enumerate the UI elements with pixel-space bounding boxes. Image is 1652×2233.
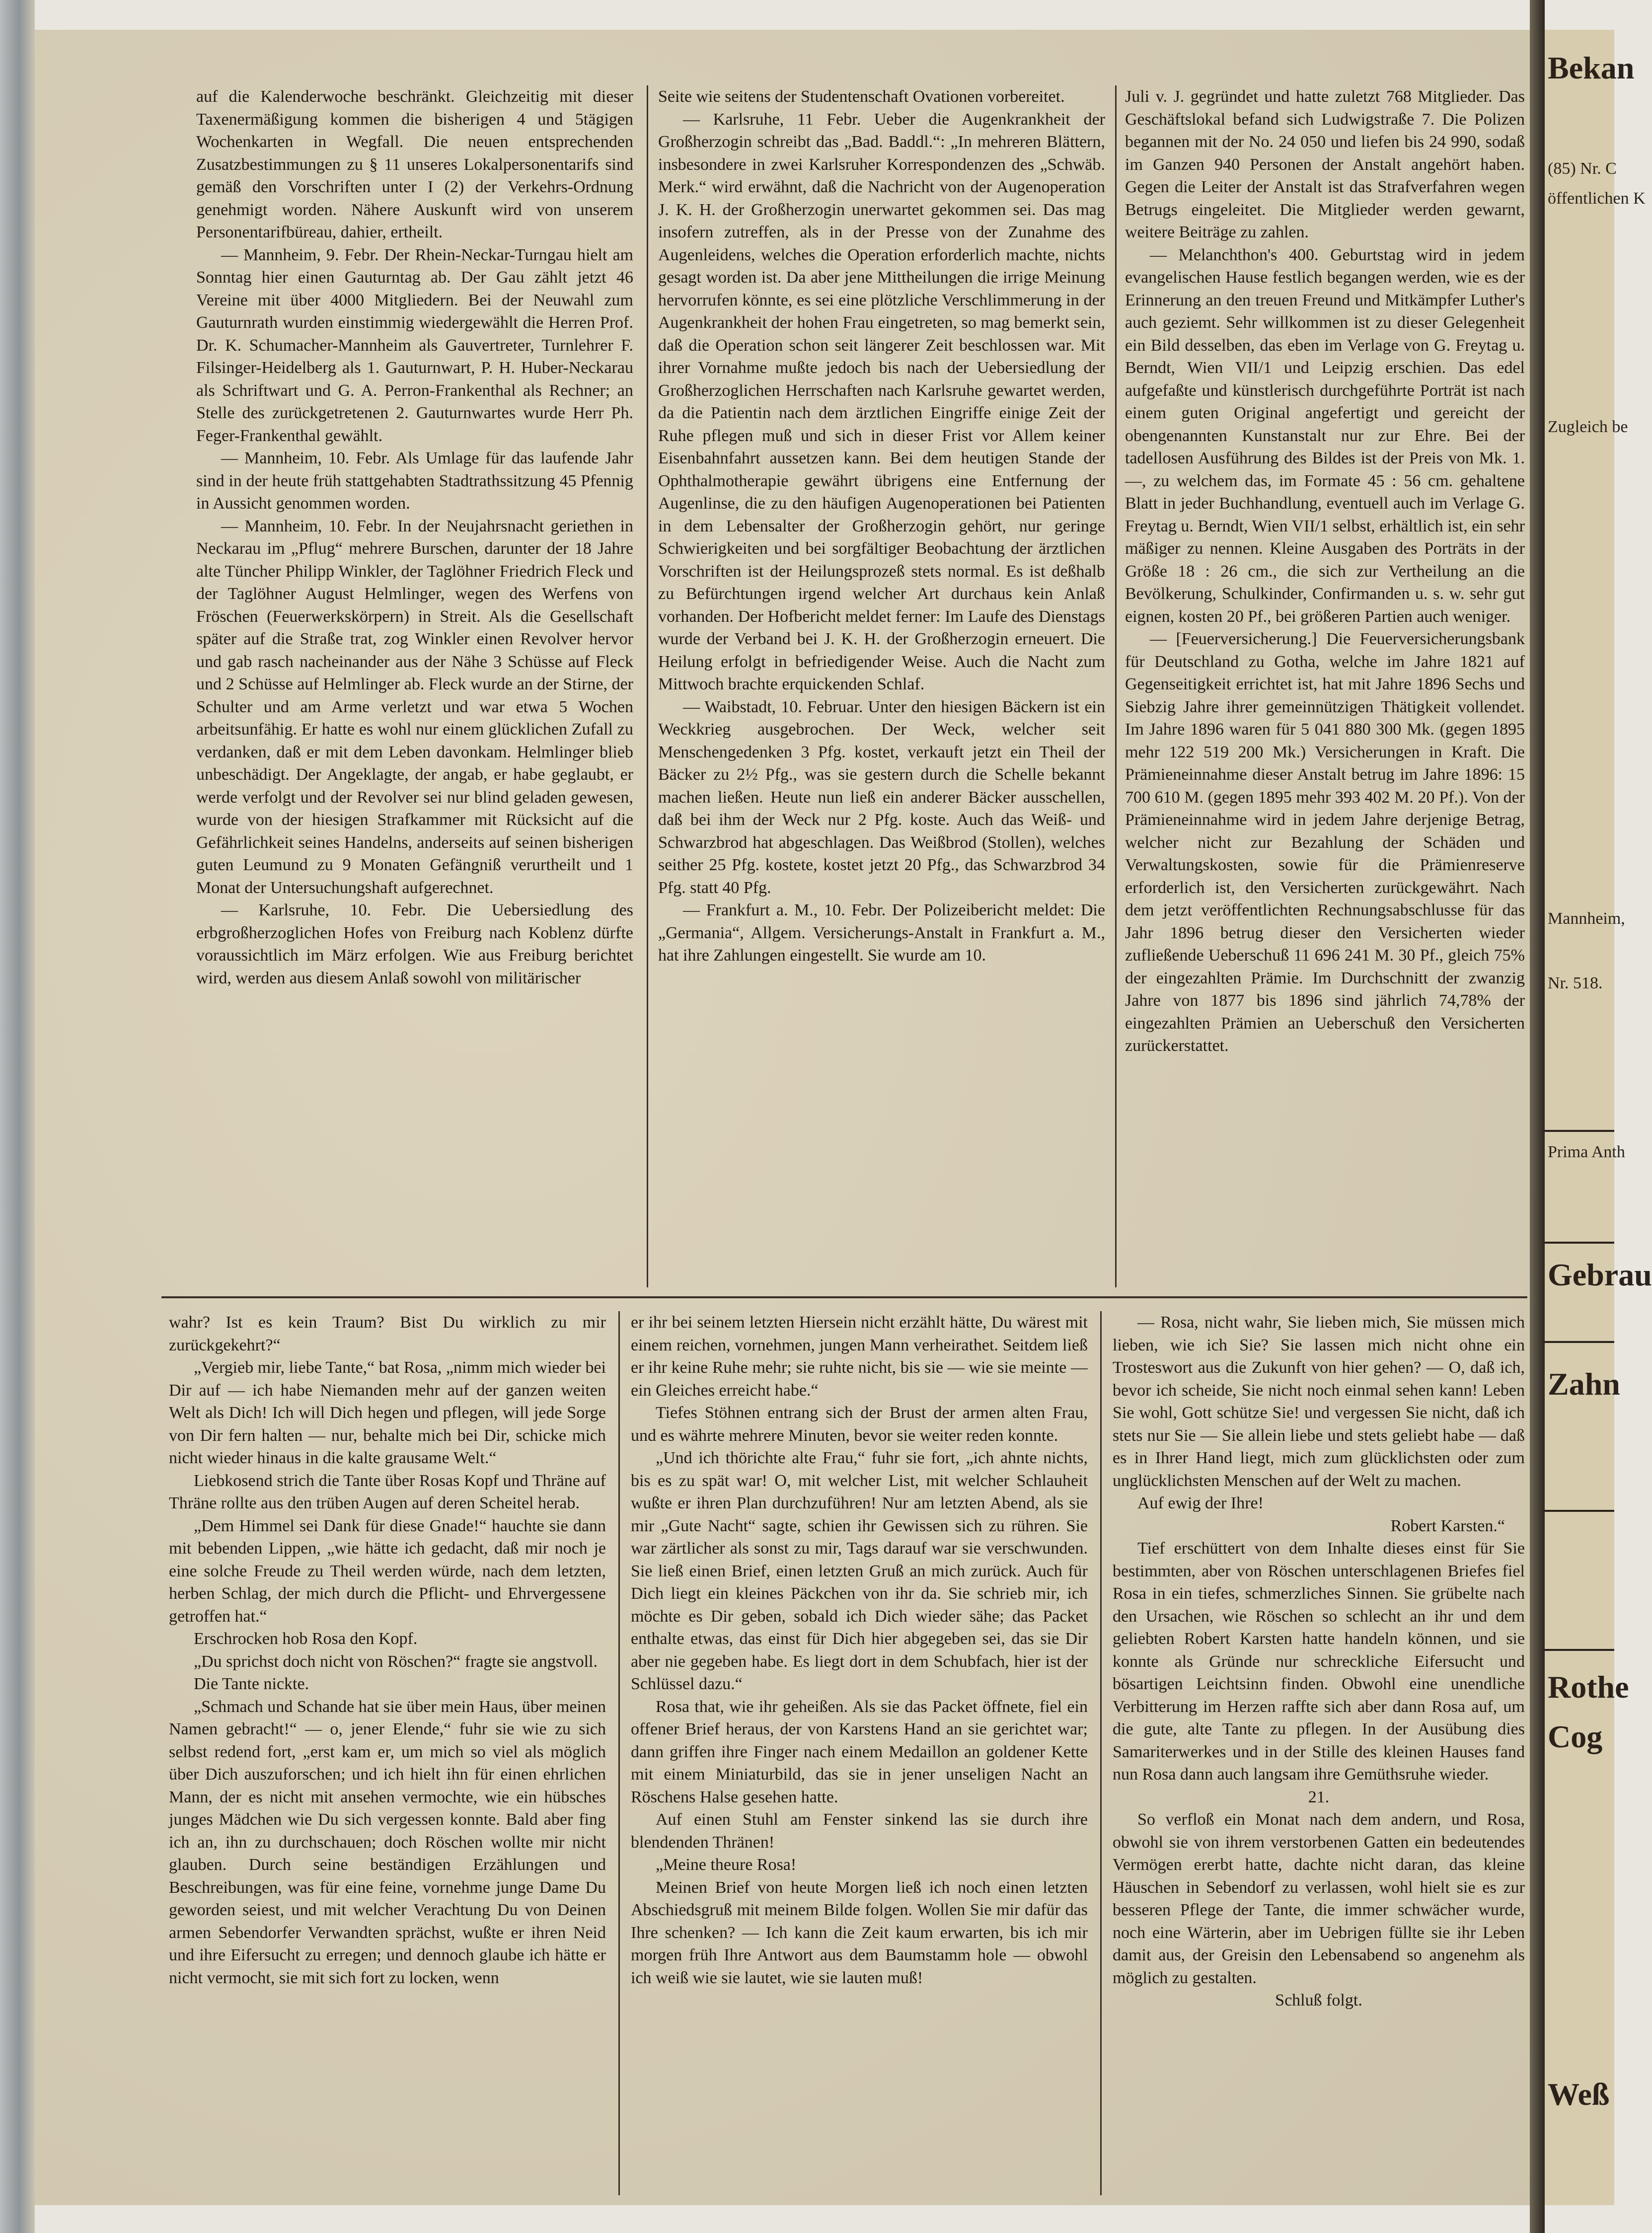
story-paragraph: Die Tante nickte. — [194, 1675, 309, 1693]
story-paragraph: Meinen Brief von heute Morgen ließ ich noch einen letzten Abschiedsgruß mit meinem Bilde folgen. Wollen Sie mir dafür das Ihre schenken? — Ich kann die Zeit kaum erwarten, bis ich mir morgen früh Ihre Antwort aus dem Baumstamm hole — obwohl ich weiß wie sie lautet, wie sie lauten muß! — [631, 1878, 1088, 1987]
story-paragraph: „Dem Himmel sei Dank für diese Gnade!“ hauchte sie dann mit bebenden Lippen, „wie hätte ich gedacht, daß mir noch je eine solche Freude zu Theil werden würde, nach dem letzten, herben Schlag, der mich durch die Pflicht- und Ehrvergessene getroffen hat.“ — [169, 1516, 606, 1626]
feuilleton-rule — [161, 1296, 1527, 1298]
story-paragraph: 21. — [1308, 1787, 1330, 1806]
story-paragraph: Liebkosend strich die Tante über Rosas Kopf und Thräne auf Thräne rollte aus den trüben Augen auf deren Scheitel herab. — [169, 1471, 606, 1512]
news-paragraph: Juli v. J. gegründet und hatte zuletzt 768 Mitglieder. Das Geschäftslokal befand sich Ludwigstraße 7. Die Polizen begannen mit der No. 24 050 und liefen bis 24 990, sodaß im Ganzen 940 Personen der Anstalt angehört haben. Gegen die Leiter der Anstalt ist das Strafverfahren wegen Betrugs eingeleitet. Die Mitglieder werden gewarnt, weitere Beiträge zu zahlen. — [1125, 87, 1525, 241]
story-column-2 — [631, 1311, 1088, 2195]
story-paragraph: Robert Karsten.“ — [1390, 1516, 1505, 1535]
story-paragraph: Auf ewig der Ihre! — [1137, 1494, 1264, 1512]
adjacent-page-fragment: Nr. 518. — [1548, 974, 1603, 992]
story-paragraph: „Und ich thörichte alte Frau,“ fuhr sie fort, „ich ahnte nichts, bis es zu spät war! O, mit welcher List, mit welcher Schlauheit wußte er ihren Plan durchzuführen! Nur am letzten Abend, als sie mir „Gute Nacht“ sagte, schien ihr Gewissen sich zu rühren. Sie war zärtlicher als sonst zu mir, Tags darauf war sie verschwunden. Sie ließ einen Brief, einen letzten Gruß an mich zurück. Auch für Dich liegt ein kleines Päckchen von ihr da. Sie schrieb mir, ich möchte es Dir geben, sobald ich Dich wieder sähe; das Packet enthalte etwas, das einst für Dich hier abgegeben sei, das sie Dir aber nie gegeben habe. Es liegt dort in dem Schubfach, hier ist der Schlüssel dazu.“ — [631, 1449, 1088, 1693]
news-paragraph: — Frankfurt a. M., 10. Febr. Der Polizeibericht meldet: Die „Germania“, Allgem. Versicherungs-Anstalt in Frankfurt a. M., hat ihre Zahlungen eingestellt. Sie wurde am 10. — [658, 901, 1105, 965]
story-paragraph: Rosa that, wie ihr geheißen. Als sie das Packet öffnete, fiel ein offener Brief heraus, der von Karstens Hand an sie gerichtet war; dann griffen ihre Finger nach einem Medaillon an goldener Kette mit einem Miniaturbild, das sie in jener unseligen Nacht an Röschens Halse gesehen hatte. — [631, 1697, 1088, 1806]
news-paragraph: — Mannheim, 10. Febr. In der Neujahrsnacht geriethen in Neckarau im „Pflug“ mehrere Burschen, darunter der 18 Jahre alte Tüncher Philipp Winkler, der Taglöhner Friedrich Fleck und der Taglöhner August Helmlinger, wegen des Werfens von Fröschen (Feuerwerkskörpern) in Streit. Als die Gesellschaft später auf die Straße trat, zog Winkler einen Revolver hervor und gab rasch nacheinander aus der Nähe 3 Schüsse auf Fleck und 2 Schüsse auf Helmlinger ab. Fleck wurde an der Stirne, der Schulter und am Arme verletzt und war etwa 5 Wochen arbeitsunfähig. Er hatte es wohl nur einem glücklichen Zufall zu verdanken, daß er mit dem Leben davonkam. Helmlinger blieb unbeschädigt. Der Angeklagte, der angab, er habe geglaubt, er werde verfolgt und der Revolver sei nur blind geladen gewesen, wurde von der hiesigen Strafkammer mit Rücksicht auf die Gefährlichkeit seines Handelns, anderseits auf seinen bisherigen guten Leumund zu 9 Monaten Gefängniß verurtheilt und 1 Monat der Untersuchungshaft aufgerechnet. — [196, 517, 633, 897]
news-paragraph: — Melanchthon's 400. Geburtstag wird in jedem evangelischen Hause festlich begangen werden, wie es der Erinnerung an den treuen Freund und Mitkämpfer Luther's auch geziemt. Sehr willkommen ist zu dieser Gelegenheit ein Bild desselben, das eben im Verlage von G. Freytag u. Berndt, Wien VII/1 und Leipzig erschien. Das edel aufgefaßte und künstlerisch durchgeführte Porträt ist nach einem guten Original angefertigt und gereicht der obengenannten Kunstanstalt nur zur Ehre. Bei der tadellosen Ausführung des Bildes ist der Preis von Mk. 1.—, zu welchem das, im Formate 45 : 56 cm. gehaltene Blatt in jeder Buchhandlung, eventuell auch im Verlage G. Freytag u. Berndt, Wien VII/1 selbst, erhältlich ist, ein sehr mäßiger zu nennen. Kleine Ausgaben des Porträts in der Größe 18 : 26 cm., die sich zur Vertheilung an die Bevölkerung, Schulkinder, Confirmanden u. s. w. sehr gut eignen, kosten 20 Pf., bei größeren Partien auch weniger. — [1125, 245, 1525, 626]
news-paragraph: — Mannheim, 10. Febr. Als Umlage für das laufende Jahr sind in der heute früh stattgehabten Stadtrathssitzung 45 Pfennig in Aussicht genommen worden. — [196, 449, 633, 513]
adjacent-page-fragment: Prima Anth — [1548, 1143, 1625, 1161]
column-divider — [618, 1311, 620, 2195]
news-paragraph: — Waibstadt, 10. Februar. Unter den hiesigen Bäckern ist ein Weckkrieg ausgebrochen. Der Weck, welcher seit Menschengedenken 3 Pfg. kostet, verkauft jetzt ein Theil der Bäcker zu 2½ Pfg., was sie gestern durch die Schelle bekannt machen ließen. Heute nun ließ ein anderer Bäcker ausschellen, daß bei ihm der Weck nur 2 Pfg. koste. Auch das Weiß- und Schwarzbrod hat abgeschlagen. Das Weißbrod (Stollen), welches seither 25 Pfg. kostete, kostet jetzt 20 Pfg., das Schwarzbrod 34 Pfg. statt 40 Pfg. — [658, 697, 1105, 897]
news-paragraph: — Mannheim, 9. Febr. Der Rhein-Neckar-Turngau hielt am Sonntag hier einen Gauturntag ab. Der Gau zählt jetzt 46 Vereine mit über 4000 Mitgliedern. Bei der Neuwahl zum Gauturnrath wurden einstimmig wiedergewählt die Herren Prof. Dr. K. Schumacher-Mannheim als Gauvertreter, Turnlehrer F. Filsinger-Heidelberg als 1. Gauturnwart, P. H. Huber-Neckarau als Schriftwart und G. A. Perron-Frankenthal als Rechner; an Stelle des zurückgetretenen 2. Gauturnwartes wurde Herr Ph. Feger-Frankenthal gewählt. — [196, 245, 633, 445]
adjacent-page-edge — [1545, 30, 1652, 2205]
adjacent-page-fragment: (85) Nr. C — [1548, 159, 1617, 178]
adjacent-page-fragment: Cog — [1548, 1719, 1603, 1754]
story-paragraph: — Rosa, nicht wahr, Sie lieben mich, Sie müssen mich lieben, wie ich Sie? Sie lassen mich nicht ohne ein Trosteswort aus die Zukunft von hier gehen? — O, daß ich, bevor ich scheide, Sie nicht noch einmal sehen kann! Leben Sie wohl, Gott schütze Sie! und vergessen Sie nicht, daß ich stets nur Sie — Sie allein liebe und stets geliebt habe — daß es in Ihrer Hand liegt, mich zum glücklichsten oder zum unglücklichsten Menschen auf der Welt zu machen. — [1113, 1313, 1525, 1490]
news-paragraph: — Karlsruhe, 11 Febr. Ueber die Augenkrankheit der Großherzogin schreibt das „Bad. Baddl.“: „In mehreren Blättern, insbesondere in zwei Karlsruher Korrespondenzen des „Schwäb. Merk.“ wird erwähnt, daß die Nachricht von der Augenoperation J. K. H. der Großherzogin unerwartet gekommen sei. Das mag insofern zutreffen, als in der Presse von der Zunahme des Augenleidens, welches die Operation erforderlich machte, nichts gesagt worden ist. Da aber jene Mittheilungen die irrige Meinung hervorrufen könnte, es sei eine plötzliche Verschlimmerung in der Augenkrankheit der hohen Frau eingetreten, so mag bemerkt sein, daß die Operation schon seit längerer Zeit beschlossen war. Mit ihrer Vornahme mußte jedoch bis nach der Uebersiedlung der Großherzoglichen Herrschaften nach Karlsruhe gewartet werden, da die Patientin nach dem ärztlichen Eingriffe einige Zeit der Ruhe pflegen muß und sich in dieser Frist vor Allem keiner Eisenbahnfahrt aussetzen kann. Bei dem heutigen Stande der Ophthalmotherapie gewährt übrigens eine Entfernung der Augenlinse, die zu den häufigen Augenoperationen bei Patienten in dem Lebensalter der Großherzogin gehört, nur geringe Schwierigkeiten und bei sorgfältiger Beobachtung der ärztlichen Vorschriften ist der Heilungsprozeß stets normal. Es ist deßhalb zu Befürchtungen irgend welcher Art durchaus kein Anlaß vorhanden. Der Hofbericht meldet ferner: Im Laufe des Dienstags wurde der Verband bei J. K. H. der Großherzogin erneuert. Die Heilung erfolgt in befriedigender Weise. Auch die Nacht zum Mittwoch brachte erquickenden Schlaf. — [658, 110, 1105, 693]
story-paragraph: Schluß folgt. — [1275, 1991, 1362, 2010]
column-divider — [647, 85, 648, 1287]
adjacent-page-fragment: Zugleich be — [1548, 418, 1628, 436]
news-paragraph: — Karlsruhe, 10. Febr. Die Uebersiedlung des erbgroßherzoglichen Hofes von Freiburg nach Koblenz dürfte voraussichtlich im März erfolgen. Wie aus Freiburg berichtet wird, werden aus diesem Anlaß sowohl von militärischer — [196, 901, 633, 987]
news-column-3 — [1125, 85, 1525, 1292]
story-paragraph: So verfloß ein Monat nach dem andern, und Rosa, obwohl sie von ihrem verstorbenen Gatten ein bedeutendes Vermögen ererbt hatte, dachte nicht daran, das kleine Häuschen in Sebendorf zu verlassen, wohl hielt sie es zur besseren Pflege der Tante, die immer schwächer wurde, noch eine Wärterin, aber im Uebrigen füllte sie ihr Leben damit aus, der Greisin den Lebensabend so angenehm als möglich zu gestalten. — [1113, 1810, 1525, 1987]
story-column-1 — [169, 1311, 606, 2195]
story-paragraph: Tief erschüttert von dem Inhalte dieses einst für Sie bestimmten, aber von Röschen unterschlagenen Briefes fiel Rosa in ein tiefes, schmerzliches Sinnen. Sie grübelte nach den Ursachen, wie Röschen so schlecht an ihr und dem geliebten Robert Karsten hatte handeln können, und sie konnte als Gründe nur schreckliche Eifersucht und bösartigen Leichtsinn finden. Obwohl eine unendliche Verbitterung im Herzen raffte sich aber dann Rosa auf, um die gute, alte Tante zu pflegen. In der Ausübung dies Samariterwerkes und in der Stille des kleinen Hauses fand nun Rosa dann auch langsam ihre Gemüthsruhe wieder. — [1113, 1539, 1525, 1784]
story-paragraph: „Du sprichst doch nicht von Röschen?“ fragte sie angstvoll. — [194, 1652, 598, 1671]
news-paragraph: — [Feuerversicherung.] Die Feuerversicherungsbank für Deutschland zu Gotha, welche im Jahre 1821 auf Gegenseitigkeit errichtet ist, hat mit Jahre 1896 Sechs und Siebzig Jahre ihrer gemeinnützigen Thätigkeit vollendet. Im Jahre 1896 waren für 5 041 880 300 Mk. (gegen 1895 mehr 122 519 200 Mk.) Versicherungen in Kraft. Die Prämieneinnahme dieser Anstalt betrug im Jahre 1896: 15 700 610 M. (gegen 1895 mehr 393 402 M. 20 Pf.). Von der Prämieneinnahme wird in jedem Jahre derjenige Betrag, welcher nicht zur Bezahlung der Schäden und Verwaltungskosten, sowie für die Prämienreserve erforderlich ist, den Versicherten zurückgewährt. Nach dem jetzt veröffentlichten Rechnungsabschlusse für das Jahr 1896 betrug dieser den Versicherten wieder zufließende Ueberschuß 11 696 241 M. 30 Pf., gleich 75% der eingezahlten Prämie. Im Durchschnitt der zwanzig Jahre von 1877 bis 1896 sind jährlich 74,78% der eingezahlten Prämien an Ueberschuß den Versicherten zurückerstattet. — [1125, 630, 1525, 1055]
story-paragraph: „Schmach und Schande hat sie über mein Haus, über meinen Namen gebracht!“ — o, jener Elende,“ fuhr sie wie zu sich selbst redend fort, „erst kam er, um mich so viel als möglich über Dich auszuforschen; und ich hielt ihn für einen ehrlichen Mann, der es nicht mit ansehen vermochte, wie ein hübsches junges Mädchen wie Du sich vergessen konnte. Bald aber fing ich an, ihn zu durchschauen; doch Röschen wollte mir nicht glauben. Durch seine beständigen Erzählungen und Beschreibungen, was für eine feine, vornehme junge Dame Du geworden seiest, und mit welcher Verachtung Du von Deinen armen Sebendorfer Verwandten sprächst, wußte er ihren Neid und ihre Eifersucht zu erregen; und dennoch glaube ich hätte er nicht vermocht, sie mit sich fort zu locken, wenn — [169, 1697, 606, 1987]
news-paragraph: auf die Kalenderwoche beschränkt. Gleichzeitig mit dieser Taxenermäßigung kommen die bisherigen 4 und 5tägigen Wochenkarten in Wegfall. Die neuen entsprechenden Zusatzbestimmungen zu § 11 unseres Lokalpersonentarifs sind gemäß den Vorschriften unter I (2) der Verkehrs-Ordnung genehmigt worden. Nähere Auskunft wird von unserem Personentarifbüreau, dahier, ertheilt. — [196, 87, 633, 241]
news-paragraph: Seite wie seitens der Studentenschaft Ovationen vorbereitet. — [658, 87, 1065, 106]
news-column-1 — [196, 85, 633, 1292]
story-column-3 — [1113, 1311, 1525, 2195]
page-gutter — [1530, 0, 1545, 2233]
adjacent-page-fragment: Bekan — [1548, 50, 1635, 85]
binding-spine — [0, 0, 35, 2233]
news-column-2 — [658, 85, 1105, 1292]
adjacent-page-fragment: Mannheim, — [1548, 909, 1625, 928]
story-paragraph: wahr? Ist es kein Traum? Bist Du wirklich zu mir zurückgekehrt?“ — [169, 1313, 606, 1354]
adjacent-page-fragment: öffentlichen K — [1548, 189, 1646, 208]
adjacent-page-fragment: Weß — [1548, 2077, 1610, 2112]
story-paragraph: Erschrocken hob Rosa den Kopf. — [194, 1630, 418, 1648]
adjacent-page-fragment: Rothe — [1548, 1669, 1629, 1705]
newspaper-page — [35, 30, 1530, 2205]
story-paragraph: „Vergieb mir, liebe Tante,“ bat Rosa, „nimm mich wieder bei Dir auf — ich habe Niemanden mehr auf der ganzen weiten Welt als Dich! Ich will Dich hegen und pflegen, will jede Sorge von Dir fern halten — nur, behalte mich bei Dir, schicke mich nicht wieder hinaus in die kalte grausame Welt.“ — [169, 1358, 606, 1467]
story-paragraph: er ihr bei seinem letzten Hiersein nicht erzählt hätte, Du wärest mit einem reichen, vornehmen, jungen Mann verheirathet. Seitdem ließ er ihr keine Ruhe mehr; sie ruhte nicht, bis sie — wie sie meinte — ein Gleiches erreicht habe.“ — [631, 1313, 1088, 1400]
adjacent-page-fragment: Gebrau — [1548, 1257, 1652, 1292]
column-divider — [1100, 1311, 1102, 2195]
story-paragraph: Auf einen Stuhl am Fenster sinkend las sie durch ihre blendenden Thränen! — [631, 1810, 1088, 1852]
adjacent-page-fragment: Zahn — [1548, 1366, 1620, 1402]
column-divider — [1115, 85, 1117, 1287]
story-paragraph: Tiefes Stöhnen entrang sich der Brust der armen alten Frau, und es währte mehrere Minuten, bevor sie weiter reden konnte. — [631, 1404, 1088, 1445]
story-paragraph: „Meine theure Rosa! — [656, 1856, 797, 1874]
